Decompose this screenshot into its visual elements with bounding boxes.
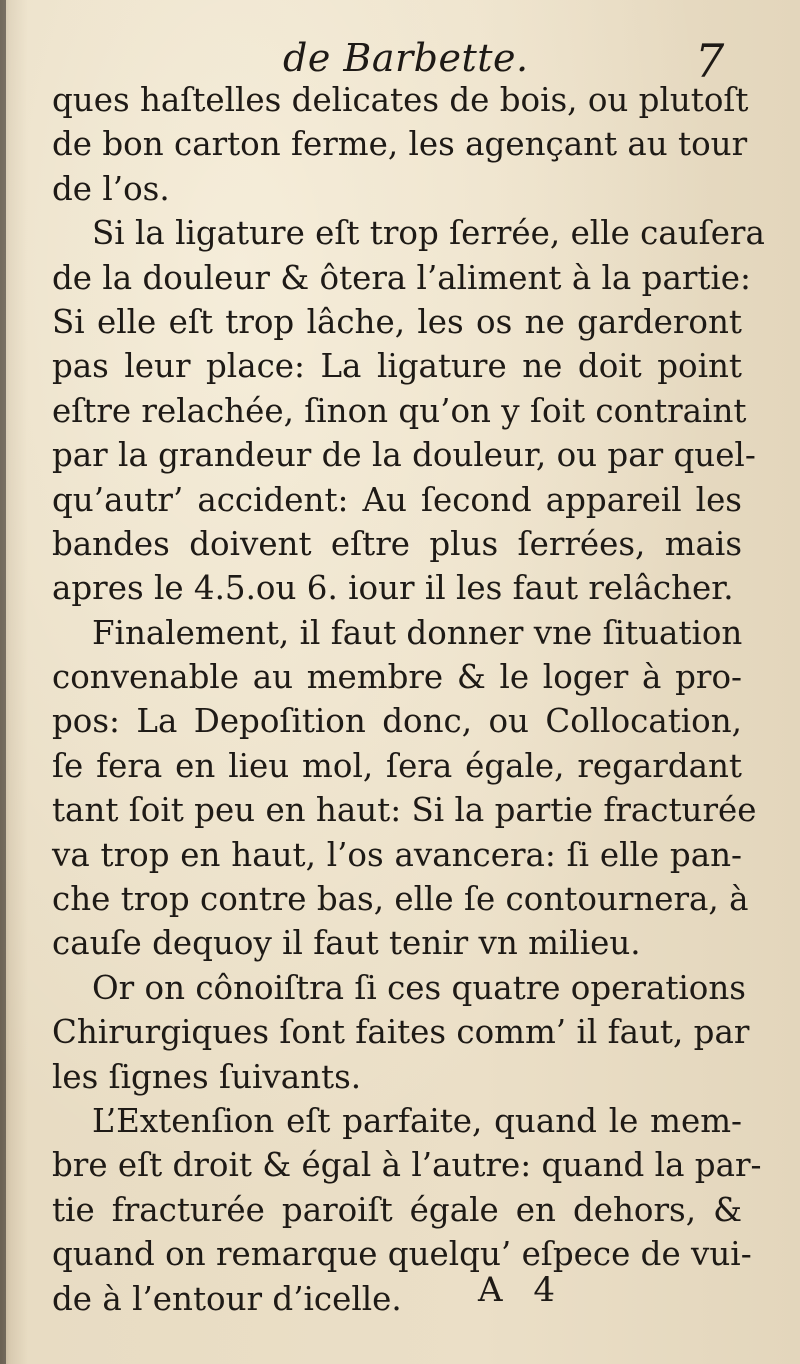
text-line: les ſignes ſuivants. xyxy=(52,1057,362,1096)
text-line: cauſe dequoy il faut tenir vn milieu. xyxy=(52,924,641,963)
text-line: par la grandeur de la douleur, ou par quel- xyxy=(52,436,756,475)
text-line: Chirurgiques ſont faites comm’ il faut, par xyxy=(52,1013,750,1052)
text-line: de l’os. xyxy=(52,169,170,208)
text-line: pas leur place: La ligature ne doit point xyxy=(52,347,742,386)
text-line: bandes doivent eſtre plus ſerrées, mais xyxy=(52,524,742,563)
text-line: va trop en haut, l’os avancera: ſi elle pan- xyxy=(52,835,742,874)
text-line: apres le 4.5.ou 6. iour il les faut relâcher. xyxy=(52,569,734,608)
body-text xyxy=(52,78,765,1321)
text-line: Or on cônoiſtra ſi ces quatre operations xyxy=(92,968,746,1007)
text-line: pos: La Depoſition donc, ou Collocation, xyxy=(52,702,742,741)
text-line: ſe fera en lieu mol, ſera égale, regardant xyxy=(52,746,742,785)
text-line: tie fracturée paroiſt égale en dehors, & xyxy=(52,1190,742,1229)
text-line: qu’autr’ accident: Au ſecond appareil les xyxy=(52,480,742,519)
running-title: de Barbette. xyxy=(283,36,529,80)
text-line: che trop contre bas, elle ſe contournera, à xyxy=(52,880,749,919)
text-line: ques haſtelles delicates de bois, ou plutoſt xyxy=(52,81,749,119)
text-line: convenable au membre & le loger à pro- xyxy=(52,658,742,697)
text-line: de à l’entour d’icelle. xyxy=(52,1279,402,1318)
text-line: de bon carton ferme, les agençant au tour xyxy=(52,125,748,164)
text-line: de la douleur & ôtera l’aliment à la partie: xyxy=(52,258,751,297)
page-number: 7 xyxy=(695,34,725,88)
text-line: Si elle eſt trop lâche, les os ne garderont xyxy=(52,302,742,341)
text-line: bre eſt droit & égal à l’autre: quand la par- xyxy=(52,1146,762,1185)
text-line: eſtre relachée, ſinon qu’on y ſoit contraint xyxy=(52,391,747,430)
text-line: L’Extenſion eſt parfaite, quand le mem- xyxy=(92,1101,742,1140)
text-line: tant ſoit peu en haut: Si la partie fracturée xyxy=(52,791,757,830)
text-line: Si la ligature eſt trop ſerrée, elle cauſera xyxy=(92,214,765,253)
text-line: quand on remarque quelqu’ eſpece de vui- xyxy=(52,1235,752,1274)
text-line: Finalement, il faut donner vne ſituation xyxy=(92,613,743,652)
signature-mark: A 4 xyxy=(478,1270,565,1310)
